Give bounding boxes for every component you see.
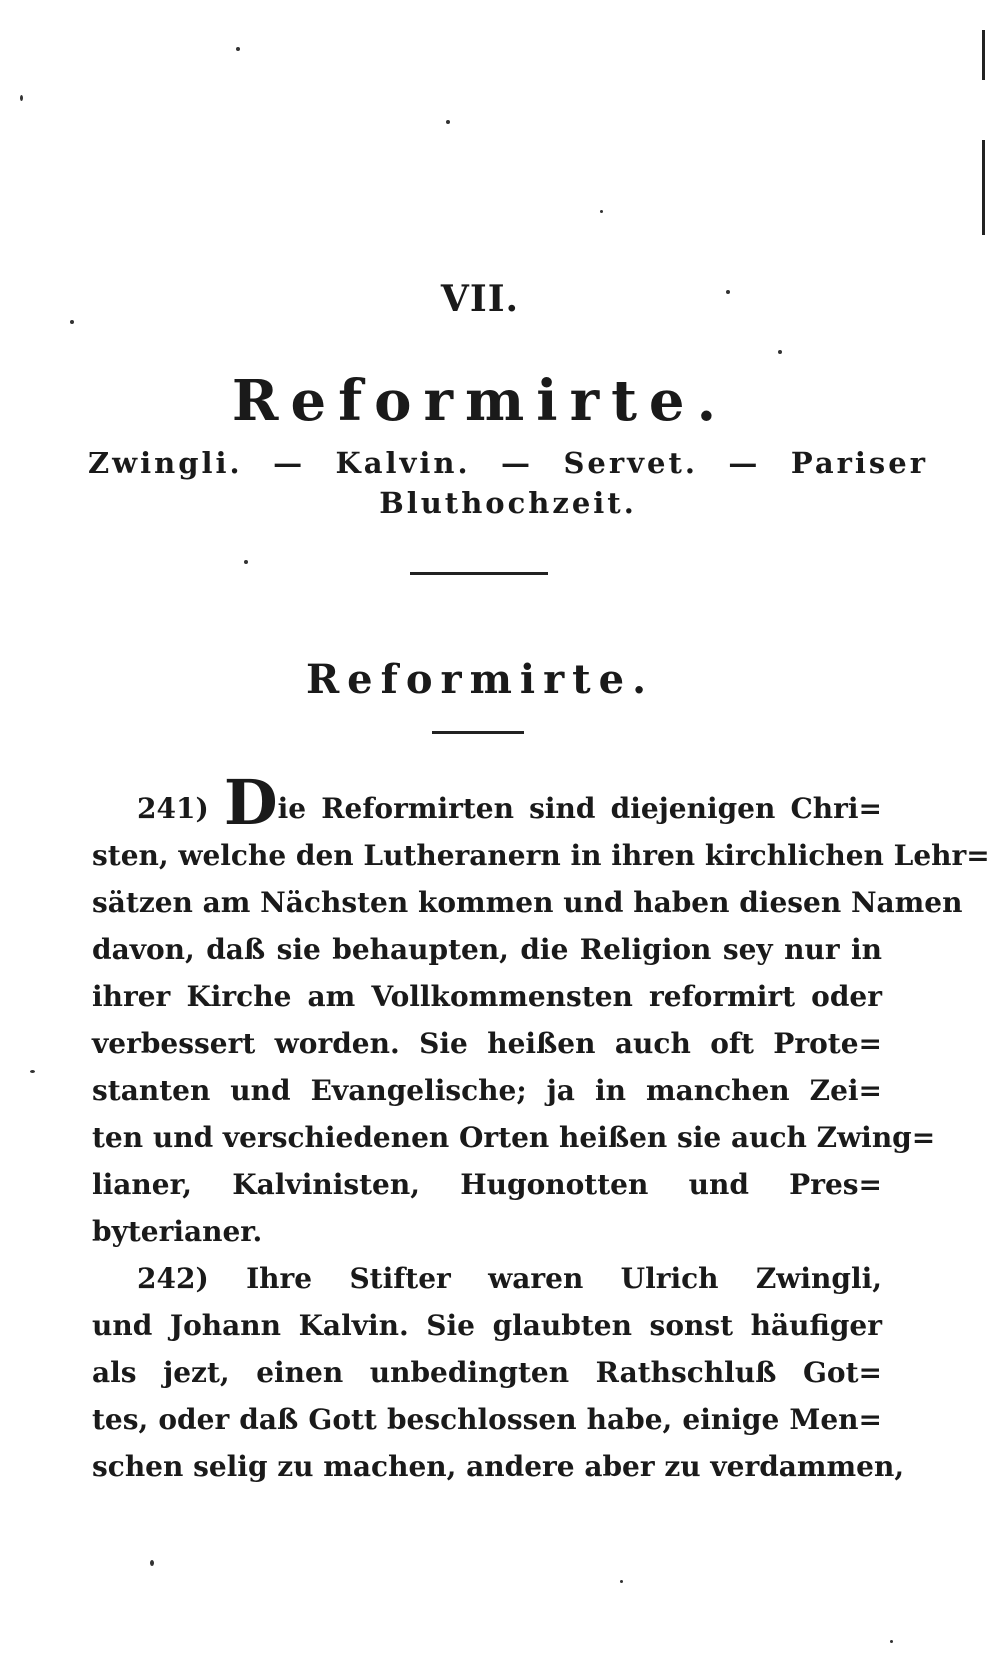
scan-speck [600,210,603,213]
paragraph-241-line: verbessert worden. Sie heißen auch oft Prote= [92,1027,882,1060]
chapter-subtitle-line-2: Bluthochzeit. [379,486,637,520]
paragraph-241-line: sätzen am Nächsten kommen und haben diesen Namen [92,886,963,919]
paragraph-241-line: davon, daß sie behaupten, die Religion sey nur in [92,933,882,966]
paragraph-242-line: schen selig zu machen, andere aber zu verdammen, [92,1450,905,1483]
scan-speck [20,95,23,101]
paragraph-241-line: lianer, Kalvinisten, Hugonotten und Pres= [92,1168,882,1201]
scan-speck [30,1070,35,1073]
paragraph-242-line: und Johann Kalvin. Sie glaubten sonst häufiger [92,1309,882,1342]
scan-speck [70,320,74,324]
chapter-title: Reformirte. [231,368,729,434]
body-text [92,766,990,1490]
chapter-subtitle-line-1: Zwingli. — Kalvin. — Servet. — Pariser [88,446,928,480]
paragraph-242-line: als jezt, einen unbedingten Rathschluß Got= [92,1356,882,1389]
chapter-number: VII. [440,278,520,320]
paragraph-number: 241) [137,792,209,825]
section-divider-rule [410,572,548,575]
paragraph-241-line: sten, welche den Lutheranern in ihren kirchlichen Lehr= [92,839,990,872]
paragraph-241-line: ten und verschiedenen Orten heißen sie auch Zwing= [92,1121,936,1154]
paragraph-241-line-1: 241) Die Reformirten sind diejenigen Chri= [137,766,882,839]
scan-speck [778,350,782,354]
scan-speck [236,47,240,51]
paragraph-241-line: stanten und Evangelische; ja in manchen Zei= [92,1074,882,1107]
paragraph-241-line: byterianer. [92,1215,263,1248]
section-title: Reformirte. [305,656,655,703]
paragraph-241-line: ihrer Kirche am Vollkommensten reformirt oder [92,980,882,1013]
scan-speck [620,1580,623,1583]
scan-speck [150,1560,154,1566]
drop-cap: D [223,766,278,839]
page-edge-mark [982,30,985,80]
page-edge-mark [982,140,985,235]
scan-speck [726,290,730,294]
paragraph-number: 242) [137,1262,209,1295]
paragraph-242-line-1: 242) Ihre Stifter waren Ulrich Zwingli, [137,1262,882,1295]
scan-speck [244,560,248,564]
paragraph-242-line: tes, oder daß Gott beschlossen habe, einige Men= [92,1403,882,1436]
scan-speck [890,1640,893,1643]
section-divider-rule [432,731,524,734]
scan-speck [446,120,450,124]
